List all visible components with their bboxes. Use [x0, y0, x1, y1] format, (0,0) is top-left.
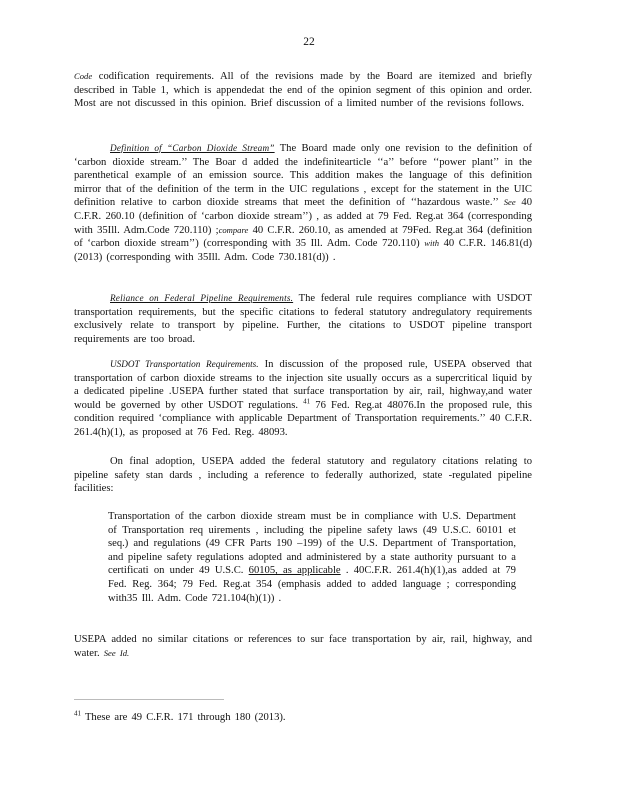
paragraph-code-codification: [74, 70, 532, 111]
paragraph-text: 40 C.F.R. 146.81(d) (2013) (corresponding with 35Ill. Adm. Code 730.181(d)) .: [74, 238, 532, 263]
paragraph-federal-pipeline-reliance: [74, 292, 532, 346]
paragraph-text: On final adoption, USEPA added the federal statutory and regulatory citations relating to pipeline safety stan dards , including a reference to federally authorized, state -regulated pipeline facilities:: [74, 456, 532, 495]
paragraph-text: 40 C.F.R. 260.10 (definition of ‘carbon dioxide stream’’) , as added at 79 Fed. Reg.at 364 (corresponding with 35Ill. Adm.Code 720.110) ;: [74, 197, 532, 236]
signal-see: See: [503, 197, 516, 208]
paragraph-text: The Board made only one revision to the definition of ‘carbon dioxide stream.’’ The Boar d added the indefinitearticle ‘‘a’’ before ‘‘power plant’’ in the parenthetical example of an emission source. This addition makes the language of this definition mirror that of the definition of the term in the UIC regulations , except for the statement in the UIC definition relative to carbon dioxide streams that meet the definition of ‘‘hazardous waste.’’: [74, 143, 532, 209]
signal-see: See: [103, 647, 116, 658]
quote-text: Transportation of the carbon dioxide stream must be in compliance with U.S. Department of Transportation req uirements , including the pipeline safety laws (49 U.S.C. 60101 et seq.) and regulations (49 CFR Parts 190 –199) of the U.S. Department of Transportation, and pipeline safety regulations adopted and administered by a state authority pursuant to a certificati on under 49 U.S.C.: [108, 511, 516, 577]
section-heading-federal-pipeline: Reliance on Federal Pipeline Requirements.: [110, 293, 294, 303]
paragraph-final-adoption: [74, 455, 532, 496]
paragraph-surface-transport: [74, 633, 532, 660]
footnote-text: These are 49 C.F.R. 171 through 180 (2013).: [81, 712, 286, 723]
footnote-number: 41: [74, 709, 81, 718]
paragraph-text: 76 Fed. Reg.at 48076.In the proposed rule, this condition required ‘compliance with applicable Department of Transportation requirements.’’ 40 C.F.R. 261.4(h)(1), as proposed at 76 Fed. Reg. 48093.: [74, 399, 532, 438]
paragraph-text: In discussion of the proposed rule, USEPA observed that transportation of carbon dioxide streams to the injection site usually occurs as a supercritical liquid by a dedicated pipeline .USEPA further stated that surface transportation by air, rail, highway,and water would be governed by other USDOT regulations.: [74, 359, 533, 411]
paragraph-text: 40 C.F.R. 260.10, as amended at 79Fed. Reg.at 364 (definition of ‘carbon dioxide stream’’) (corresponding with 35 Ill. Adm. Code 720.110): [74, 224, 532, 250]
footnote-separator: [74, 699, 224, 700]
paragraph-text: USEPA added no similar citations or references to sur face transportation by air, rail, highway, and water.: [74, 634, 532, 659]
paragraph-text: The federal rule requires compliance with USDOT transportation requirements, but the specific citations to federal statutory andregulatory requirements exclusively relate to transport by pipeline. Further, the citations to USDOT pipeline transport requirements are too broad.: [74, 293, 532, 345]
lead-word: Code: [74, 71, 93, 81]
footnote: [74, 711, 286, 725]
signal-with: with: [424, 238, 440, 249]
footnote-reference: 41: [303, 397, 311, 406]
block-quote: [108, 510, 516, 605]
paragraph-usdot-requirements: [74, 358, 532, 440]
quote-text: . 40C.F.R. 261.4(h)(1),as added at 79 Fed. Reg. 364; 79 Fed. Reg.at 354 (emphasis added to added language ; corresponding with35 Ill. Adm. Code 721.104(h)(1)) .: [108, 565, 516, 604]
signal-compare: compare: [218, 224, 249, 235]
section-heading-carbon-dioxide-stream: Definition of “Carbon Dioxide Stream”: [110, 143, 275, 153]
quote-emphasis: 60105, as applicable: [248, 565, 341, 577]
section-heading-usdot: USDOT Transportation Requirements.: [110, 359, 259, 369]
signal-id: Id.: [119, 647, 130, 658]
paragraph-text: codification requirements. All of the revisions made by the Board are itemized and briefly described in Table 1, which is appendedat the end of the opinion segment of this opinion and order. Most are not discussed in this opinion. Brief discussion of a limited number of the revisions follows.: [74, 71, 532, 110]
paragraph-carbon-dioxide-definition: [74, 142, 532, 264]
page-number: 22: [303, 36, 315, 48]
